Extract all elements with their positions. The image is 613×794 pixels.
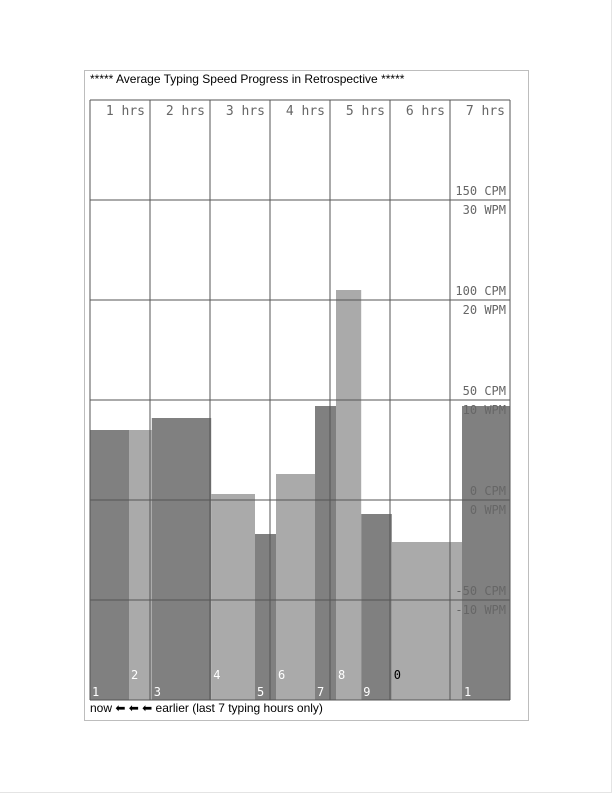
bar-label-7: 8 bbox=[338, 668, 346, 682]
column-header-6: 6 hrs bbox=[405, 104, 445, 119]
chart-footer-caption: now ⬅ ⬅ ⬅ earlier (last 7 typing hours only) bbox=[90, 701, 323, 715]
bar-9 bbox=[392, 542, 462, 700]
bar-8 bbox=[361, 514, 392, 700]
bar-10 bbox=[462, 406, 510, 700]
bar-4 bbox=[255, 534, 276, 700]
bar-label-1: 2 bbox=[131, 668, 139, 682]
y-tick-cpm-3: 0 CPM bbox=[469, 484, 506, 498]
y-tick-wpm-3: 0 WPM bbox=[469, 503, 506, 517]
y-tick-cpm-0: 150 CPM bbox=[455, 184, 506, 198]
y-tick-wpm-2: 10 WPM bbox=[462, 403, 506, 417]
chart-title: ***** Average Typing Speed Progress in Retrospective ***** bbox=[90, 72, 405, 86]
bar-2 bbox=[152, 418, 211, 700]
y-tick-wpm-0: 30 WPM bbox=[462, 203, 506, 217]
bar-0 bbox=[90, 430, 129, 700]
column-header-4: 4 hrs bbox=[285, 104, 325, 119]
bar-7 bbox=[336, 290, 361, 700]
column-header-1: 1 hrs bbox=[105, 104, 145, 119]
bar-label-5: 6 bbox=[278, 668, 286, 682]
column-header-7: 7 hrs bbox=[465, 104, 505, 119]
column-header-2: 2 hrs bbox=[165, 104, 205, 119]
bar-label-9: 0 bbox=[393, 668, 402, 682]
y-tick-cpm-4: -50 CPM bbox=[455, 584, 506, 598]
bar-label-8: 9 bbox=[363, 685, 371, 699]
y-tick-wpm-4: -10 WPM bbox=[455, 603, 506, 617]
bar-label-0: 1 bbox=[92, 685, 100, 699]
y-tick-cpm-1: 100 CPM bbox=[455, 284, 506, 298]
bar-label-6: 7 bbox=[317, 685, 325, 699]
y-tick-wpm-1: 20 WPM bbox=[462, 303, 506, 317]
bar-5 bbox=[276, 474, 315, 700]
bar-label-4: 5 bbox=[257, 685, 265, 699]
bar-label-2: 3 bbox=[153, 685, 162, 699]
column-header-3: 3 hrs bbox=[225, 104, 265, 119]
bar-1 bbox=[129, 430, 152, 700]
y-tick-cpm-2: 50 CPM bbox=[462, 384, 506, 398]
column-header-5: 5 hrs bbox=[345, 104, 385, 119]
bar-label-3: 4 bbox=[213, 668, 221, 682]
bar-6 bbox=[315, 406, 336, 700]
bar-label-10: 1 bbox=[464, 685, 472, 699]
